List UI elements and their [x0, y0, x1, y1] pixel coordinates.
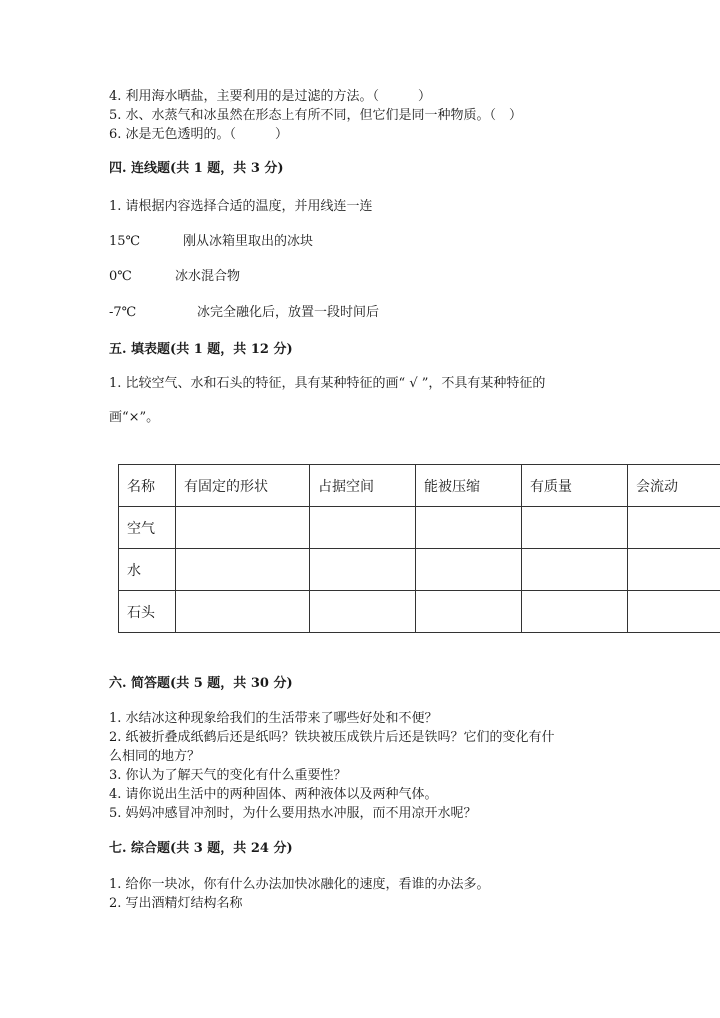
table-cell: [176, 591, 310, 633]
table-cell: [416, 591, 522, 633]
table-cell: [310, 549, 416, 591]
table-cell: [176, 507, 310, 549]
section4-heading: 四. 连线题(共 1 题，共 3 分): [109, 161, 284, 176]
section6-line: 4. 请你说出生活中的两种固体、两种液体以及两种气体。: [109, 787, 438, 802]
section6-line: 2. 纸被折叠成纸鹤后还是纸吗？铁块被压成铁片后还是铁吗？它们的变化有什: [109, 730, 555, 745]
table-header-cell: 能被压缩: [416, 465, 522, 507]
table-header-row: [119, 465, 720, 507]
table-header-cell: 名称: [119, 465, 176, 507]
table-header-cell: 有固定的形状: [176, 465, 310, 507]
table-cell: [416, 549, 522, 591]
table-row-label: 水: [119, 549, 176, 591]
section7-heading: 七. 综合题(共 3 题，共 24 分): [109, 841, 293, 856]
match-desc-3: 冰完全融化后，放置一段时间后: [197, 305, 380, 320]
section6-line: 么相同的地方？: [109, 749, 201, 764]
table-cell: [628, 507, 720, 549]
section5-question-line2: 画“×”。: [109, 410, 160, 425]
table-cell: [628, 549, 720, 591]
section7-line: 1. 给你一块冰，你有什么办法加快冰融化的速度，看谁的办法多。: [109, 877, 490, 892]
table-header-cell: 占据空间: [310, 465, 416, 507]
table-header-cell: 会流动: [628, 465, 720, 507]
table-row-label: 石头: [119, 591, 176, 633]
table-cell: [310, 591, 416, 633]
table-cell: [522, 591, 628, 633]
match-temp-1: 15℃: [109, 234, 141, 249]
table-row: [119, 591, 720, 633]
table-header-cell: 有质量: [522, 465, 628, 507]
section6-heading: 六. 简答题(共 5 题，共 30 分): [109, 676, 293, 691]
table-cell: [176, 549, 310, 591]
section6-line: 5. 妈妈冲感冒冲剂时，为什么要用热水冲服，而不用凉开水呢？: [109, 806, 477, 821]
table-row: [119, 507, 720, 549]
tf-item-5: 5. 水、水蒸气和冰虽然在形态上有所不同，但它们是同一种物质。（ ）: [109, 108, 523, 123]
section5-heading: 五. 填表题(共 1 题，共 12 分): [109, 342, 293, 357]
section6-line: 3. 你认为了解天气的变化有什么重要性？: [109, 768, 347, 783]
section4-question: 1. 请根据内容选择合适的温度，并用线连一连: [109, 199, 373, 214]
match-desc-2: 冰水混合物: [175, 269, 241, 284]
table-row: [119, 549, 720, 591]
table-row-label: 空气: [119, 507, 176, 549]
section5-question-line1: 1. 比较空气、水和石头的特征，具有某种特征的画“ √ ”，不具有某种特征的: [109, 376, 546, 391]
feature-table: [118, 464, 720, 633]
table-cell: [310, 507, 416, 549]
tf-item-6: 6. 冰是无色透明的。（ ）: [109, 127, 289, 142]
table-cell: [416, 507, 522, 549]
match-desc-1: 刚从冰箱里取出的冰块: [183, 234, 314, 249]
table-cell: [628, 591, 720, 633]
table-cell: [522, 549, 628, 591]
section7-line: 2. 写出酒精灯结构名称: [109, 896, 243, 911]
match-temp-2: 0℃: [109, 269, 132, 284]
table-cell: [522, 507, 628, 549]
match-temp-3: -7℃: [109, 305, 137, 320]
tf-item-4: 4. 利用海水晒盐，主要利用的是过滤的方法。（ ）: [109, 89, 432, 104]
section6-line: 1. 水结冰这种现象给我们的生活带来了哪些好处和不便？: [109, 711, 438, 726]
